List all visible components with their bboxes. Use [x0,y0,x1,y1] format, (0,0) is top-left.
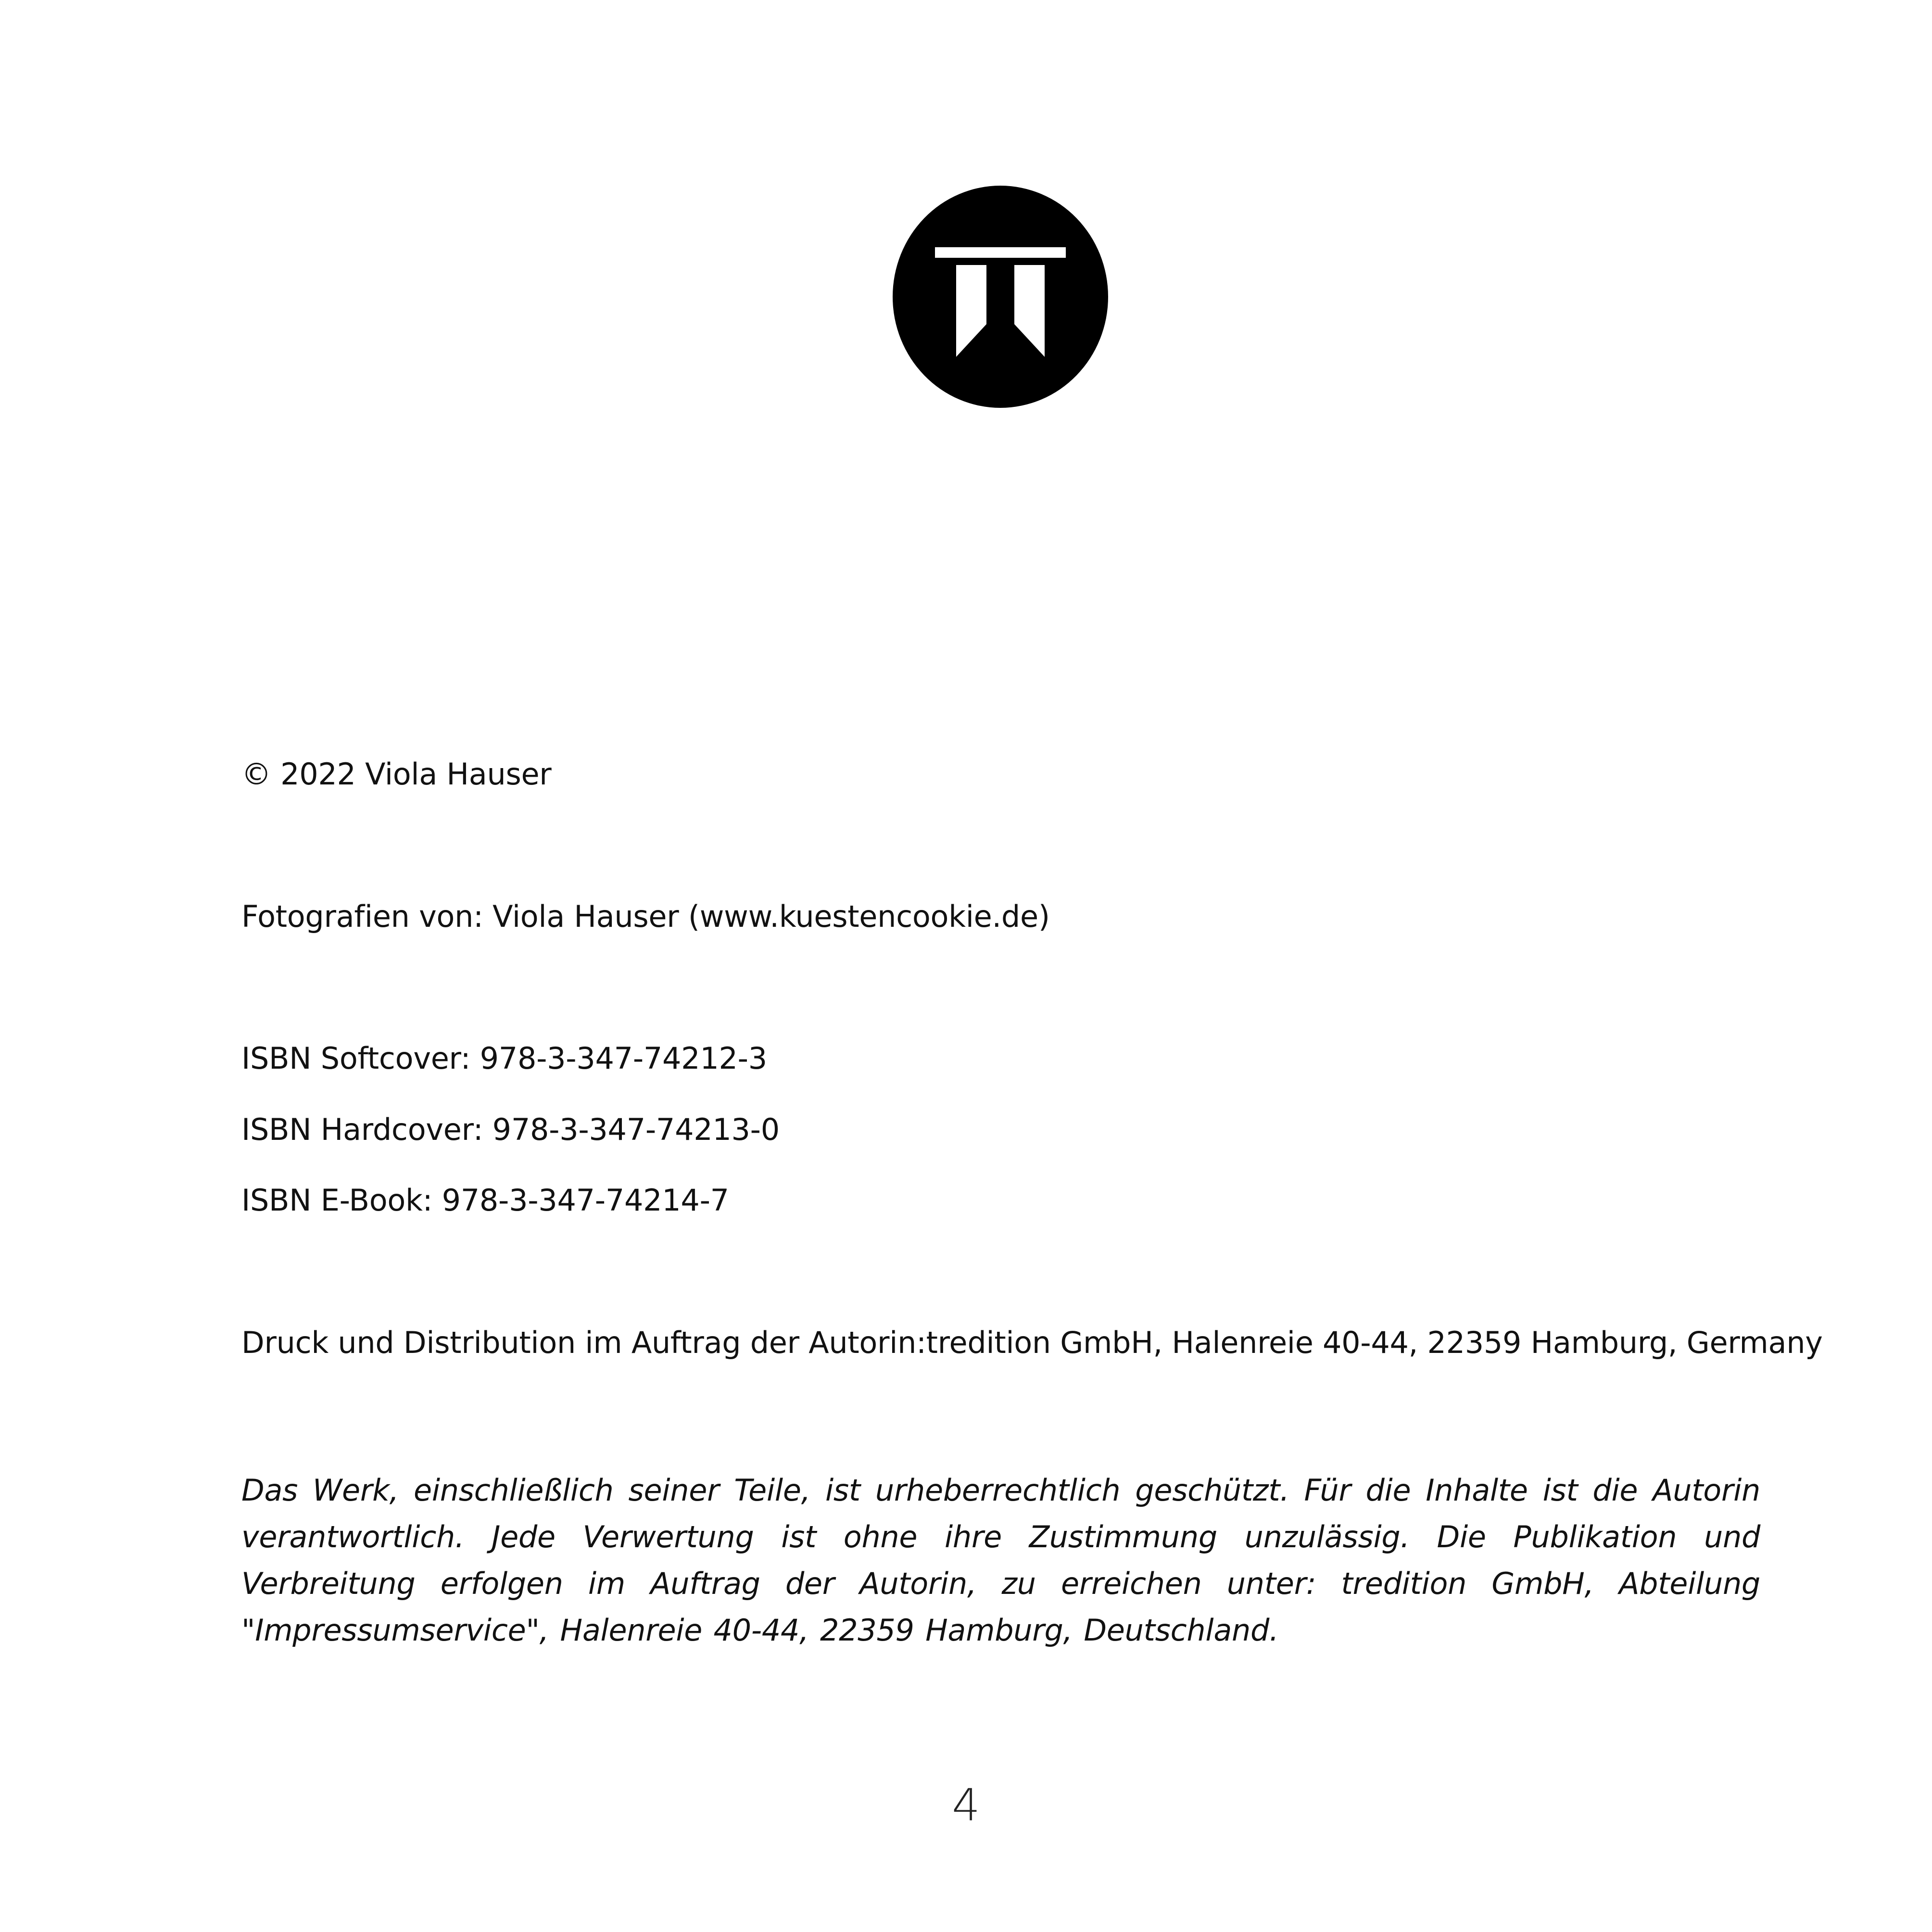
legal-notice: Das Werk, einschließlich seiner Teile, ist urheberrechtlich geschützt. Für die Inhalte ist die Autorin verantwortlich. Jede Verwertung ist ohne ihre Zustimmung unzulässig. Die Publikation und Verbreitung erfolgen im Auftrag der Autorin, zu erreichen unter: tredition GmbH, Abteilung "Impressumservice", Halenreie 40-44, 22359 Hamburg, Deutschland. [241,1473,1760,1648]
isbn-ebook: ISBN E-Book: 978-3-347-74214-7 [241,1183,729,1218]
copyright-notice: © 2022 Viola Hauser [241,757,552,792]
page-number: 4 [952,1780,980,1831]
photo-credits: Fotografien von: Viola Hauser (www.kuestencookie.de) [241,899,1050,934]
publisher-logo-icon [893,186,1108,408]
isbn-softcover: ISBN Softcover: 978-3-347-74212-3 [241,1041,767,1076]
printing-distribution-notice: Druck und Distribution im Auftrag der Autorin:tredition GmbH, Halenreie 40-44, 22359 Hamburg, Germany [241,1325,1823,1360]
isbn-hardcover: ISBN Hardcover: 978-3-347-74213-0 [241,1112,780,1147]
